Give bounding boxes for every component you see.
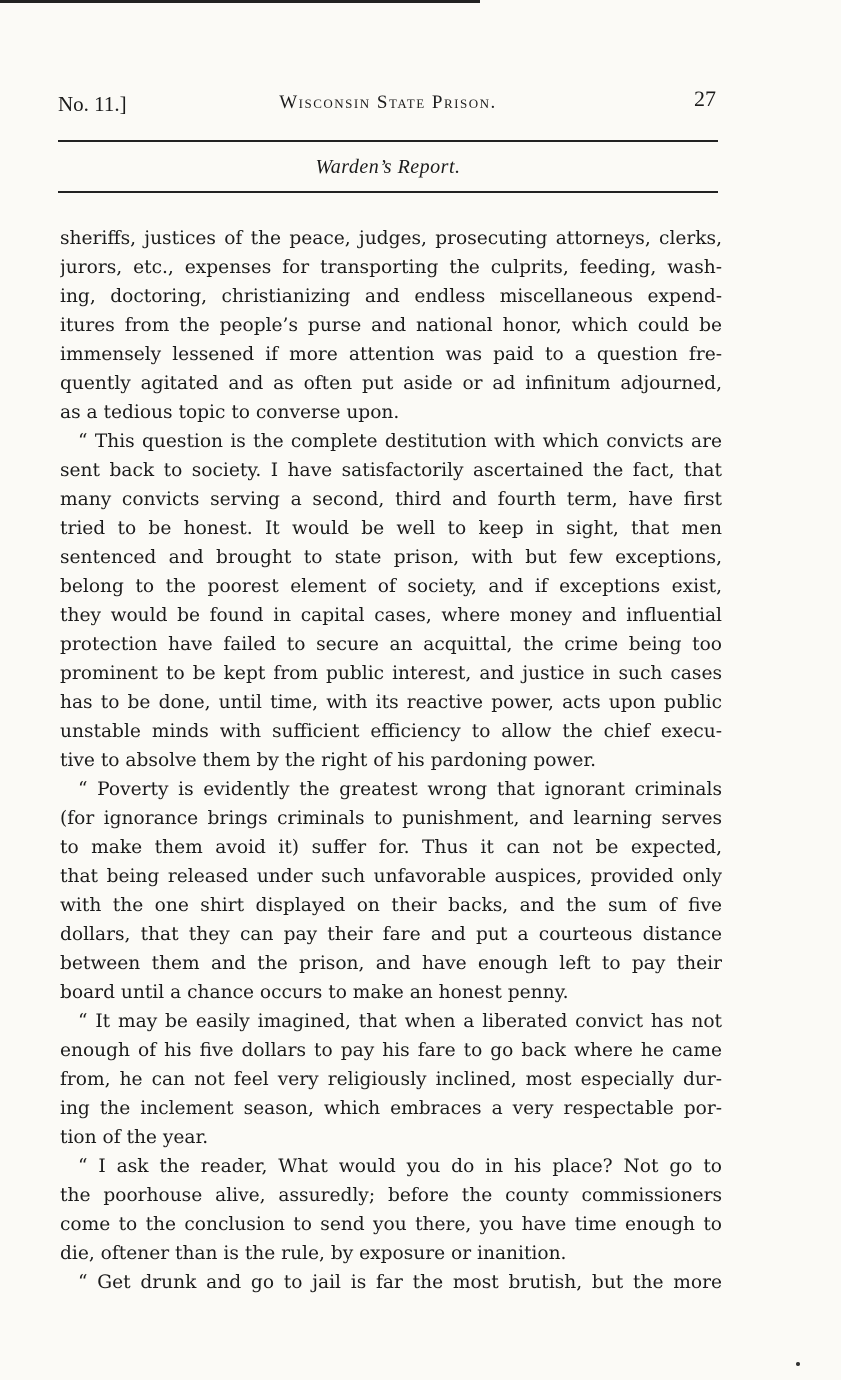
document-number: No. 11.] [58,92,127,116]
text-line: they would be found in capital cases, where money and influential [60,605,722,626]
text-line: board until a chance occurs to make an honest penny. [60,982,569,1003]
text-line: “ This question is the complete destitution with which convicts are [78,431,722,452]
header-rule-bottom [58,191,718,193]
text-line: “ It may be easily imagined, that when a liberated convict has not [78,1011,722,1032]
text-line: quently agitated and as often put aside or ad infinitum adjourned, [60,373,722,394]
text-line: to make them avoid it) suffer for. Thus it can not be expected, [60,837,722,858]
body-text [60,224,722,1297]
print-speck [796,1362,800,1366]
text-line: sentenced and brought to state prison, with but few exceptions, [60,547,722,568]
text-line: die, oftener than is the rule, by exposure or inanition. [60,1243,567,1264]
text-line: tion of the year. [60,1127,209,1148]
header-rule-top [58,140,718,142]
text-line: protection have failed to secure an acquittal, the crime being too [60,634,722,655]
text-line: enough of his five dollars to pay his fare to go back where he came [60,1040,722,1061]
text-line: has to be done, until time, with its reactive power, acts upon public [60,692,722,713]
text-line: prominent to be kept from public interest, and justice in such cases [60,663,722,684]
text-line: unstable minds with sufficient efficiency to allow the chief execu- [60,721,722,742]
text-line: with the one shirt displayed on their backs, and the sum of five [60,895,722,916]
text-line: many convicts serving a second, third and fourth term, have first [60,489,722,510]
text-line: dollars, that they can pay their fare and put a courteous distance [60,924,722,945]
text-line: immensely lessened if more attention was paid to a question fre- [60,344,722,365]
text-line: itures from the people’s purse and national honor, which could be [60,315,722,336]
running-title: Wisconsin State Prison. [279,92,497,113]
text-line: tive to absolve them by the right of his pardoning power. [60,750,597,771]
text-line: ing, doctoring, christianizing and endless miscellaneous expend- [60,286,722,307]
text-line: “ Poverty is evidently the greatest wrong that ignorant criminals [78,779,722,800]
text-line: between them and the prison, and have enough left to pay their [60,953,722,974]
text-line: as a tedious topic to converse upon. [60,402,400,423]
text-line: come to the conclusion to send you there, you have time enough to [60,1214,722,1235]
text-line: that being released under such unfavorable auspices, provided only [60,866,722,887]
section-title: Warden’s Report. [315,156,461,178]
text-line: ing the inclement season, which embraces a very respectable por- [60,1098,722,1119]
text-line: sheriffs, justices of the peace, judges, prosecuting attorneys, clerks, [60,228,722,249]
running-header [58,86,718,118]
text-line: sent back to society. I have satisfactorily ascertained the fact, that [60,460,722,481]
text-line: belong to the poorest element of society, and if exceptions exist, [60,576,722,597]
text-line: tried to be honest. It would be well to keep in sight, that men [60,518,722,539]
text-line: from, he can not feel very religiously inclined, most especially dur- [60,1069,722,1090]
text-line: the poorhouse alive, assuredly; before the county commissioners [60,1185,722,1206]
text-line: (for ignorance brings criminals to punishment, and learning serves [60,808,722,829]
text-line: jurors, etc., expenses for transporting the culprits, feeding, wash- [60,257,722,278]
text-line: “ I ask the reader, What would you do in his place? Not go to [78,1156,722,1177]
page-number: 27 [694,86,716,111]
page-top-edge [0,0,480,3]
text-line: “ Get drunk and go to jail is far the most brutish, but the more [78,1272,722,1293]
